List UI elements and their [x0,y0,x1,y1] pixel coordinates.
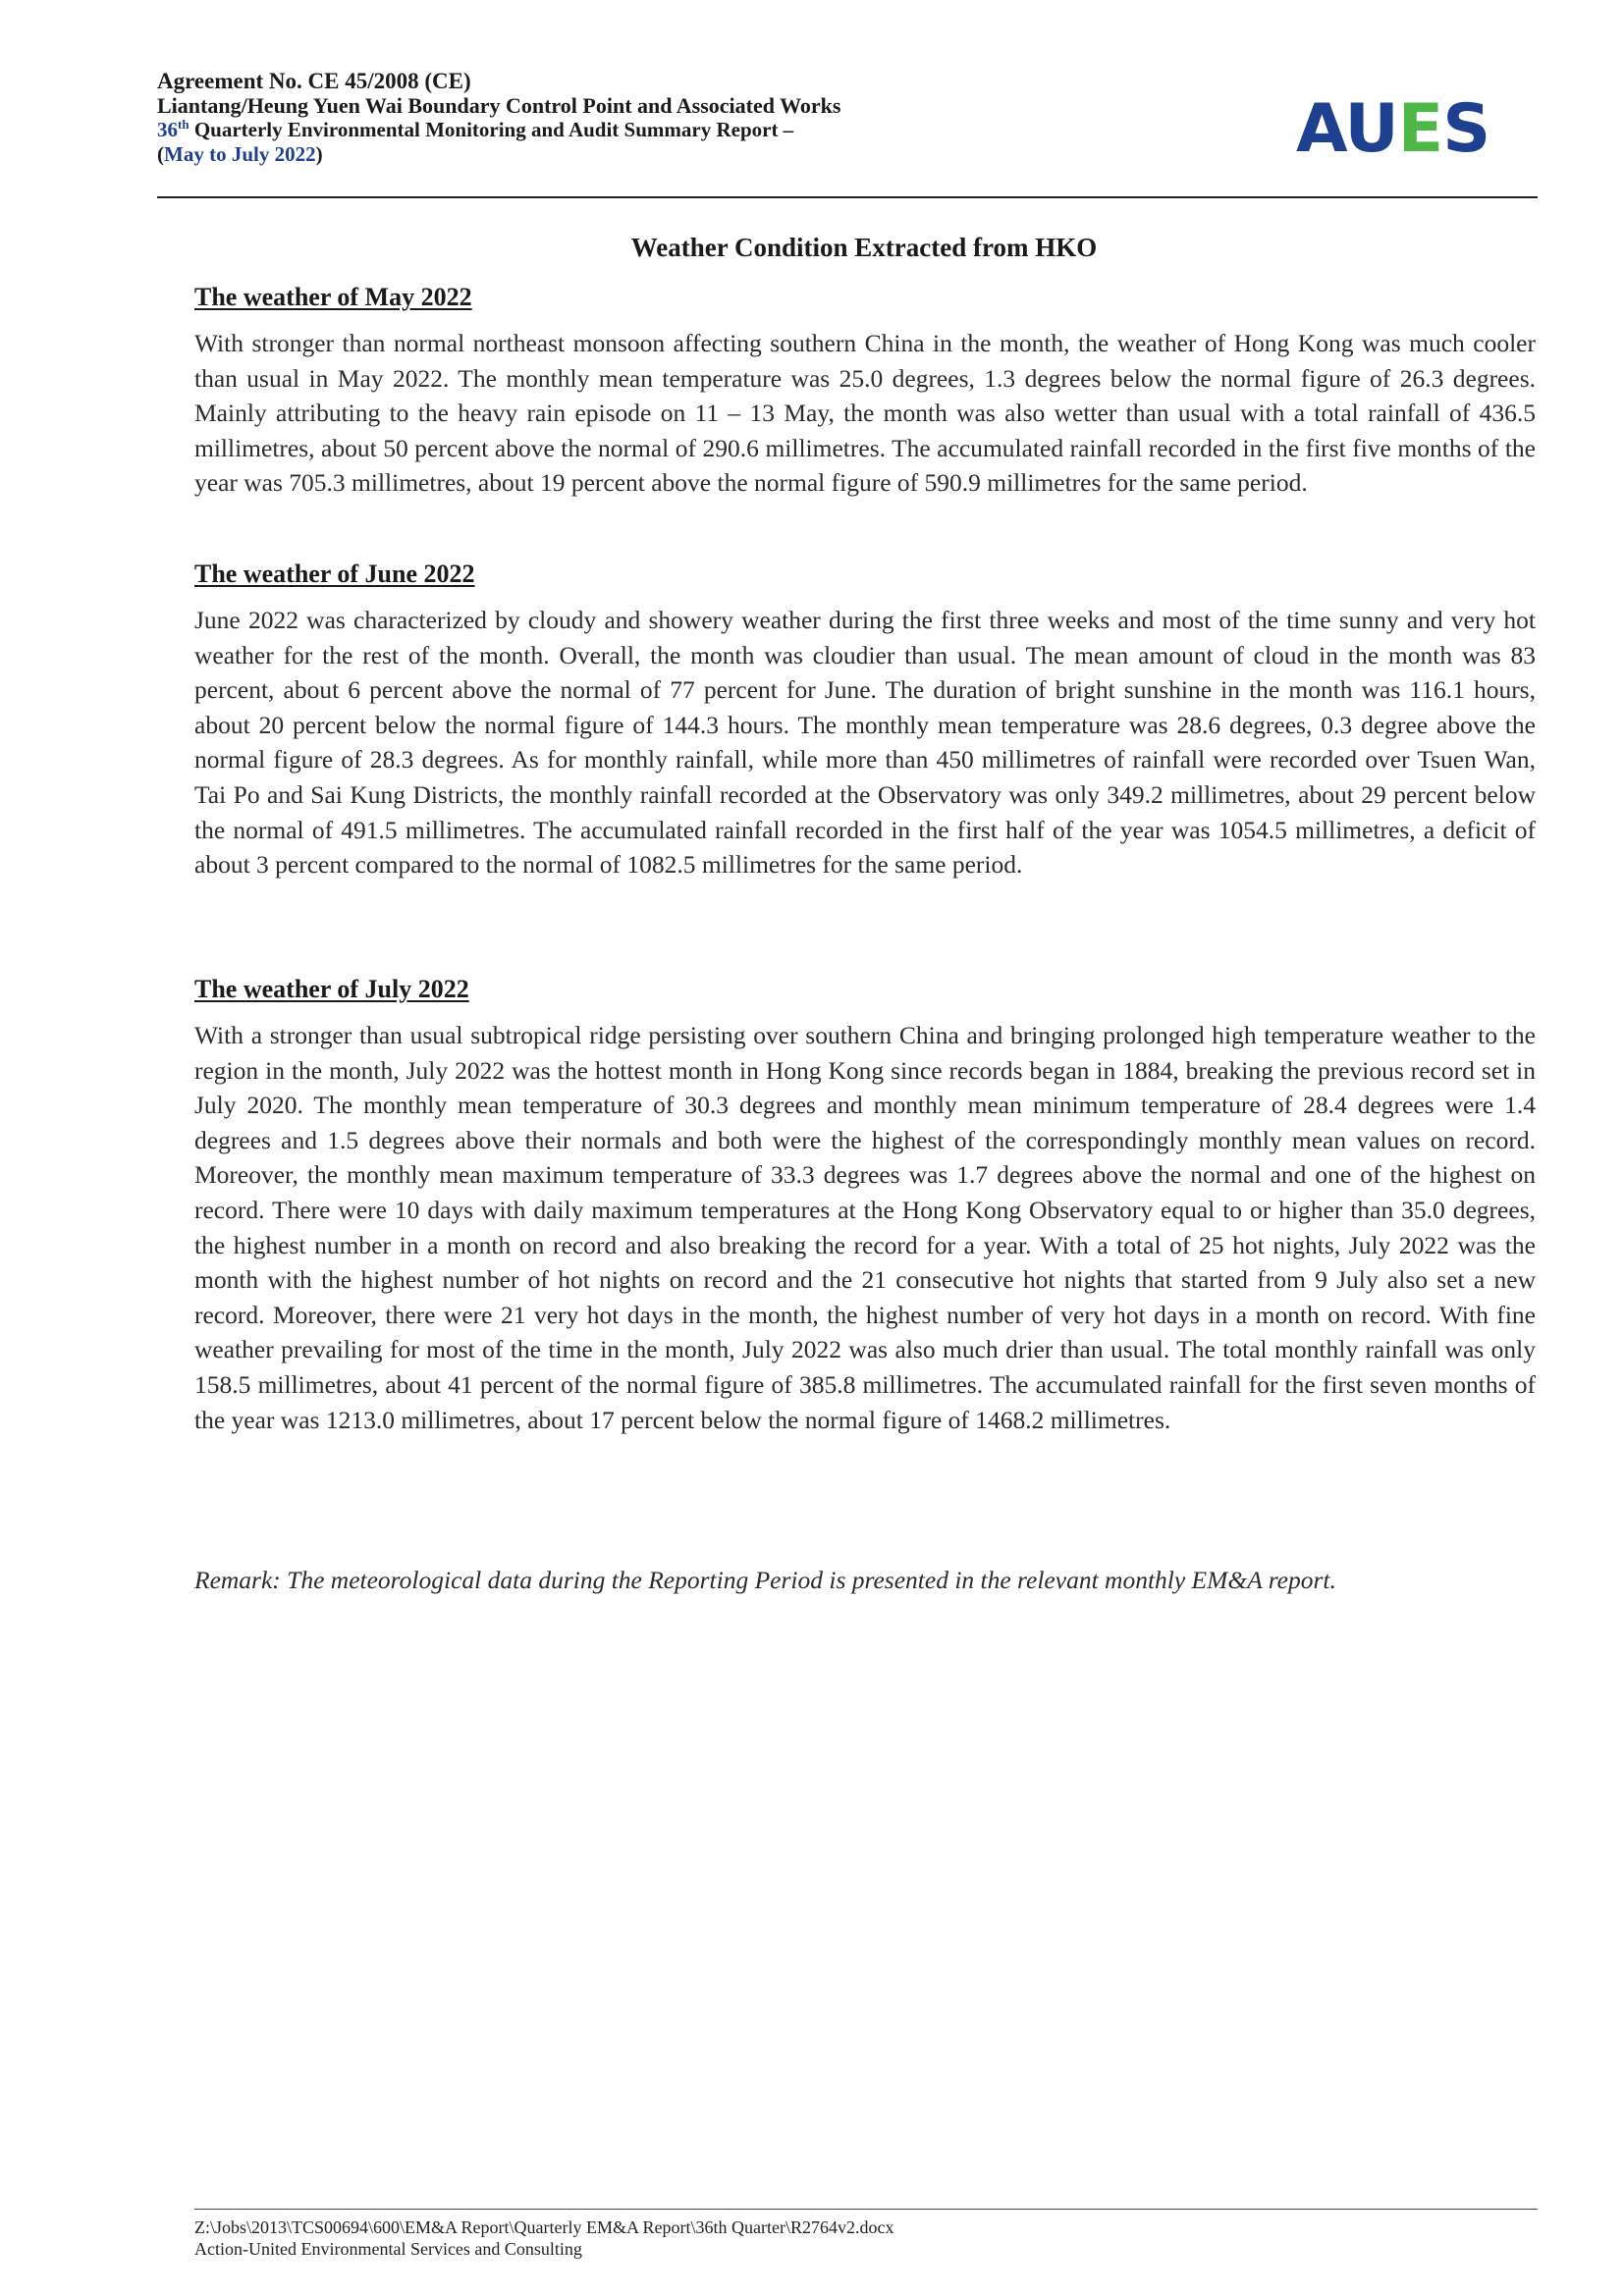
section-heading: The weather of June 2022 [194,560,475,588]
report-number: 36 [157,118,178,141]
footer-company: Action-United Environmental Services and Consulting [194,2239,582,2259]
report-period-close: ) [315,142,323,166]
section-body: With stronger than normal northeast monsoon affecting southern China in the month, the weather of Hong Kong was much cooler than usual in May 2022. The monthly mean temperature was 25.0 degrees, 1.3 degrees below the normal figure of 26.3 degrees. Mainly attributing to the heavy rain episode on 11 – 13 May, the month was also wetter than usual with a total rainfall of 436.5 millimetres, about 50 percent above the normal of 290.6 millimetres. The accumulated rainfall recorded in the first five months of the year was 705.3 millimetres, about 19 percent above the normal figure of 590.9 millimetres for the same period. [194,329,1536,498]
footer-divider [194,2209,1538,2210]
logo-letter-s: S [1442,90,1490,168]
section-body: June 2022 was characterized by cloudy and showery weather during the first three weeks and most of the time sunny and very hot weather for the rest of the month. Overall, the month was cloudier than usual. The mean amount of cloud in the month was 83 percent, about 6 percent above the normal of 77 percent for June. The duration of bright sunshine in the month was 116.1 hours, about 20 percent below the normal figure of 144.3 hours. The monthly mean temperature was 28.6 degrees, 0.3 degree above the normal figure of 28.3 degrees. As for monthly rainfall, while more than 450 millimetres of rainfall were recorded over Tsuen Wan, Tai Po and Sai Kung Districts, the monthly rainfall recorded at the Observatory was only 349.2 millimetres, about 29 percent below the normal of 491.5 millimetres. The accumulated rainfall recorded in the first half of the year was 1054.5 millimetres, a deficit of about 3 percent compared to the normal of 1082.5 millimetres for the same period. [194,606,1536,880]
remark-block [194,1563,1536,1598]
report-title-text: Quarterly Environmental Monitoring and Audit Summary Report – [189,118,794,141]
section-may [194,283,1536,501]
report-header [157,69,1237,167]
section-heading: The weather of July 2022 [194,975,469,1003]
report-period-open: ( [157,142,164,166]
remark-text: Remark: The meteorological data during the Reporting Period is presented in the relevant monthly EM&A report. [194,1566,1336,1594]
project-title: Liantang/Heung Yuen Wai Boundary Control Point and Associated Works [157,93,841,118]
page-title: Weather Condition Extracted from HKO [630,233,1098,262]
logo-letters-au: AU [1296,90,1398,168]
section-body: With a stronger than usual subtropical ridge persisting over southern China and bringing prolonged high temperature weather to the region in the month, July 2022 was the hottest month in Hong Kong since records began in 1884, breaking the previous record set in July 2020. The monthly mean temperature of 30.3 degrees and monthly mean minimum temperature of 28.4 degrees were 1.4 degrees and 1.5 degrees above their normals and both were the highest of the correspondingly monthly mean values on record. Moreover, the monthly mean maximum temperature of 33.3 degrees was 1.7 degrees above the normal and one of the highest on record. There were 10 days with daily maximum temperatures at the Hong Kong Observatory equal to or higher than 35.0 degrees, the highest number in a month on record and also breaking the record for a year. With a total of 25 hot nights, July 2022 was the month with the highest number of hot nights on record and the 21 consecutive hot nights that started from 9 July also set a new record. Moreover, there were 21 very hot days in the month, the highest number of very hot days in a month on record. With fine weather prevailing for most of the time in the month, July 2022 was also much drier than usual. The total monthly rainfall was only 158.5 millimetres, about 41 percent of the normal figure of 385.8 millimetres. The accumulated rainfall for the first seven months of the year was 1213.0 millimetres, about 17 percent below the normal figure of 1468.2 millimetres. [194,1021,1536,1434]
report-period-text: May to July 2022 [164,142,316,166]
report-number-suffix: th [178,117,189,132]
section-june [194,560,1536,882]
aues-logo [1296,90,1490,168]
header-divider [157,196,1538,198]
section-july [194,975,1536,1437]
footer-file-path: Z:\Jobs\2013\TCS00694\600\EM&A Report\Quarterly EM&A Report\36th Quarter\R2764v2.docx [194,2217,894,2237]
section-heading: The weather of May 2022 [194,283,472,311]
agreement-number: Agreement No. CE 45/2008 (CE) [157,69,471,93]
logo-letter-e: E [1397,90,1443,168]
report-period [157,142,1237,167]
report-title [157,118,1237,142]
